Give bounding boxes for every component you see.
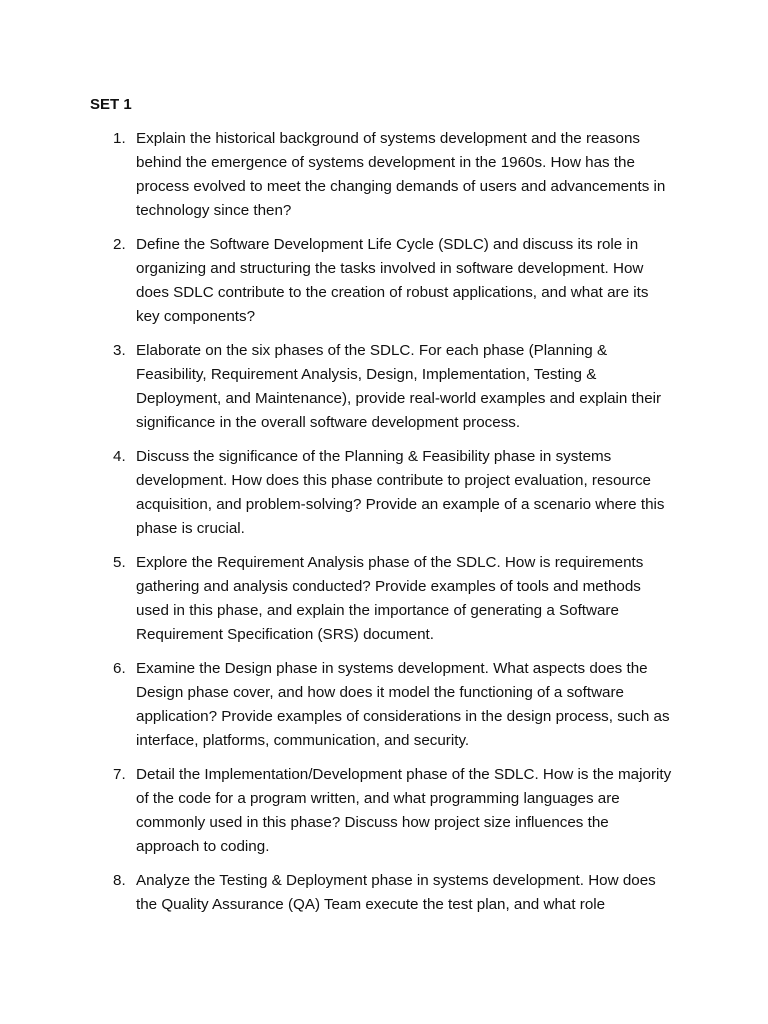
- question-text: Explain the historical background of systems development and the reasons behind the emergence of systems development in the 1960s. How has the process evolved to meet the changing demands of users and advancements in technology since then?: [136, 130, 666, 219]
- question-number: 7.: [113, 766, 126, 783]
- question-item: [0, 763, 768, 859]
- question-number: 1.: [113, 130, 126, 147]
- question-number: 4.: [113, 448, 126, 465]
- question-text: Examine the Design phase in systems development. What aspects does the Design phase cover, and how does it model the functioning of a software application? Provide examples of considerations in the design process, such as interface, platforms, communication, and security.: [136, 660, 670, 749]
- question-list: [0, 127, 768, 927]
- question-item: [0, 339, 768, 435]
- question-item: [0, 551, 768, 647]
- question-number: 3.: [113, 342, 126, 359]
- question-text: Detail the Implementation/Development phase of the SDLC. How is the majority of the code for a program written, and what programming languages are commonly used in this phase? Discuss how project size influences the approach to coding.: [136, 766, 672, 855]
- question-text: Discuss the significance of the Planning & Feasibility phase in systems development. How does this phase contribute to project evaluation, resource acquisition, and problem-solving? Provide an example of a scenario where this phase is crucial.: [136, 448, 665, 537]
- question-item: [0, 869, 768, 917]
- set-heading: SET 1: [90, 96, 132, 113]
- question-item: [0, 127, 768, 223]
- question-number: 5.: [113, 554, 126, 571]
- question-text: Explore the Requirement Analysis phase of the SDLC. How is requirements gathering and analysis conducted? Provide examples of tools and methods used in this phase, and explain the importance of generating a Software Requirement Specification (SRS) document.: [136, 554, 644, 643]
- question-text: Define the Software Development Life Cycle (SDLC) and discuss its role in organizing and structuring the tasks involved in software development. How does SDLC contribute to the creation of robust applications, and what are its key components?: [136, 236, 649, 325]
- question-number: 6.: [113, 660, 126, 677]
- question-text: Analyze the Testing & Deployment phase in systems development. How does the Quality Assurance (QA) Team execute the test plan, and what role: [136, 872, 656, 913]
- question-text: Elaborate on the six phases of the SDLC. For each phase (Planning & Feasibility, Requirement Analysis, Design, Implementation, Testing & Deployment, and Maintenance), provide real-world examples and explain their significance in the overall software development process.: [136, 342, 662, 431]
- question-item: [0, 657, 768, 753]
- question-item: [0, 233, 768, 329]
- question-number: 8.: [113, 872, 126, 889]
- question-number: 2.: [113, 236, 126, 253]
- question-item: [0, 445, 768, 541]
